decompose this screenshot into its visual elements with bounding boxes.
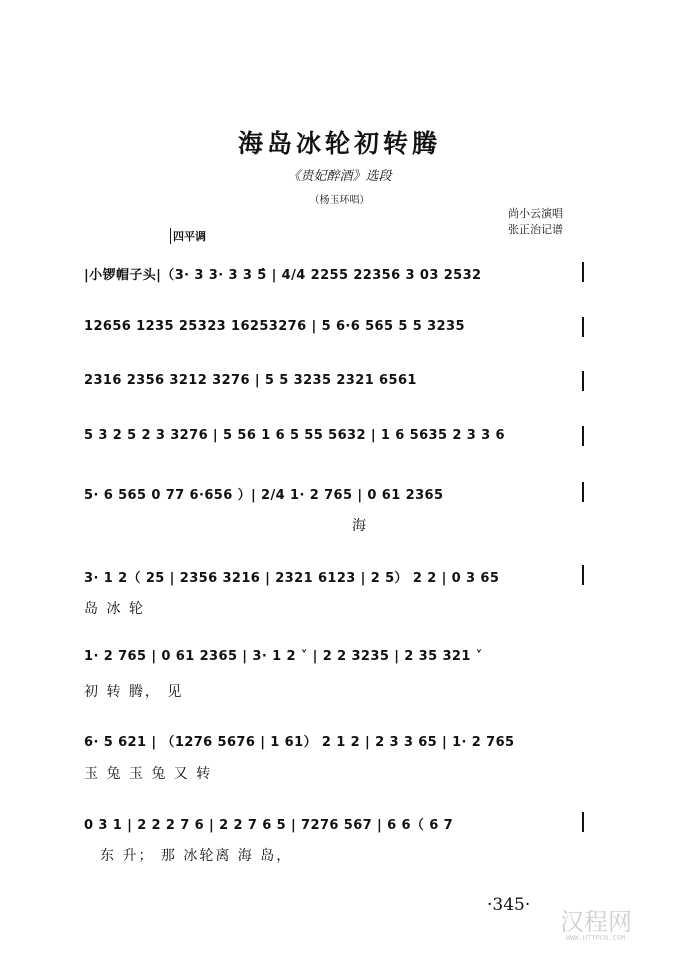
- lyric-line-2: 岛 冰 轮: [84, 601, 145, 617]
- score-row-9: 0 3 1 | 2 2 2 7 6 | 2 2 7 6 5 | 7276 567 | 6 6（ 6 7: [84, 818, 454, 833]
- score-row-3: 2316 2356 3212 3276 | 5 5 3235 2321 6561: [84, 373, 417, 388]
- bar-line: [582, 565, 584, 585]
- mode-label: 四平调: [170, 228, 206, 244]
- score-row-6: 3· 1 2（ 25 | 2356 3216 | 2321 6123 | 2 5） 2 2 | 0 3 65: [84, 571, 500, 586]
- score-row-5: 5· 6 565 0 77 6·656 ）| 2/4 1· 2 765 | 0 61 2365: [84, 488, 444, 503]
- lyric-line-5: 东 升； 那 冰轮离 海 岛，: [100, 848, 293, 864]
- transcriber-credit: 张正治记谱: [508, 223, 563, 236]
- bar-line: [582, 426, 584, 446]
- bar-line: [582, 371, 584, 391]
- performer-credit: 尚小云演唱: [508, 207, 563, 220]
- score-row-7: 1· 2 765 | 0 61 2365 | 3· 1 2 ˅ | 2 2 3235 | 2 35 321 ˅: [84, 649, 483, 664]
- watermark-logo: 汉程网: [560, 908, 632, 936]
- bar-line: [582, 482, 584, 502]
- lyric-line-3: 初 转 腾， 见: [84, 684, 184, 700]
- lyric-line-1: 海: [352, 518, 368, 534]
- singer-note: （杨玉环唱）: [309, 195, 370, 206]
- lyric-line-4: 玉 兔 玉 兔 又 转: [84, 766, 213, 782]
- opera-excerpt-subtitle: 《贵妃醉酒》选段: [287, 169, 392, 184]
- score-row-4: 5 3 2 5 2 3 3276 | 5 56 1 6 5 55 5632 | 1 6 5635 2 3 3 6: [84, 428, 505, 443]
- score-row-8: 6· 5 621 | （1276 5676 | 1 61） 2 1 2 | 2 3 3 65 | 1· 2 765: [84, 735, 515, 750]
- page-title: 海岛冰轮初转腾: [237, 129, 441, 158]
- score-row-2: 12656 1235 25323 16253276 | 5 6·6 565 5 5 3235: [84, 319, 465, 334]
- bar-line: [582, 812, 584, 832]
- score-row-1: |小锣帽子头|（3· 3 3· 3 3 5̂ | 4/4 2255 22356 3 03 2532: [84, 268, 482, 283]
- watermark-url: WWW.HTTPCN.COM: [566, 934, 626, 942]
- bar-line: [582, 262, 584, 282]
- bar-line: [582, 317, 584, 337]
- page-number: ·345·: [487, 895, 531, 915]
